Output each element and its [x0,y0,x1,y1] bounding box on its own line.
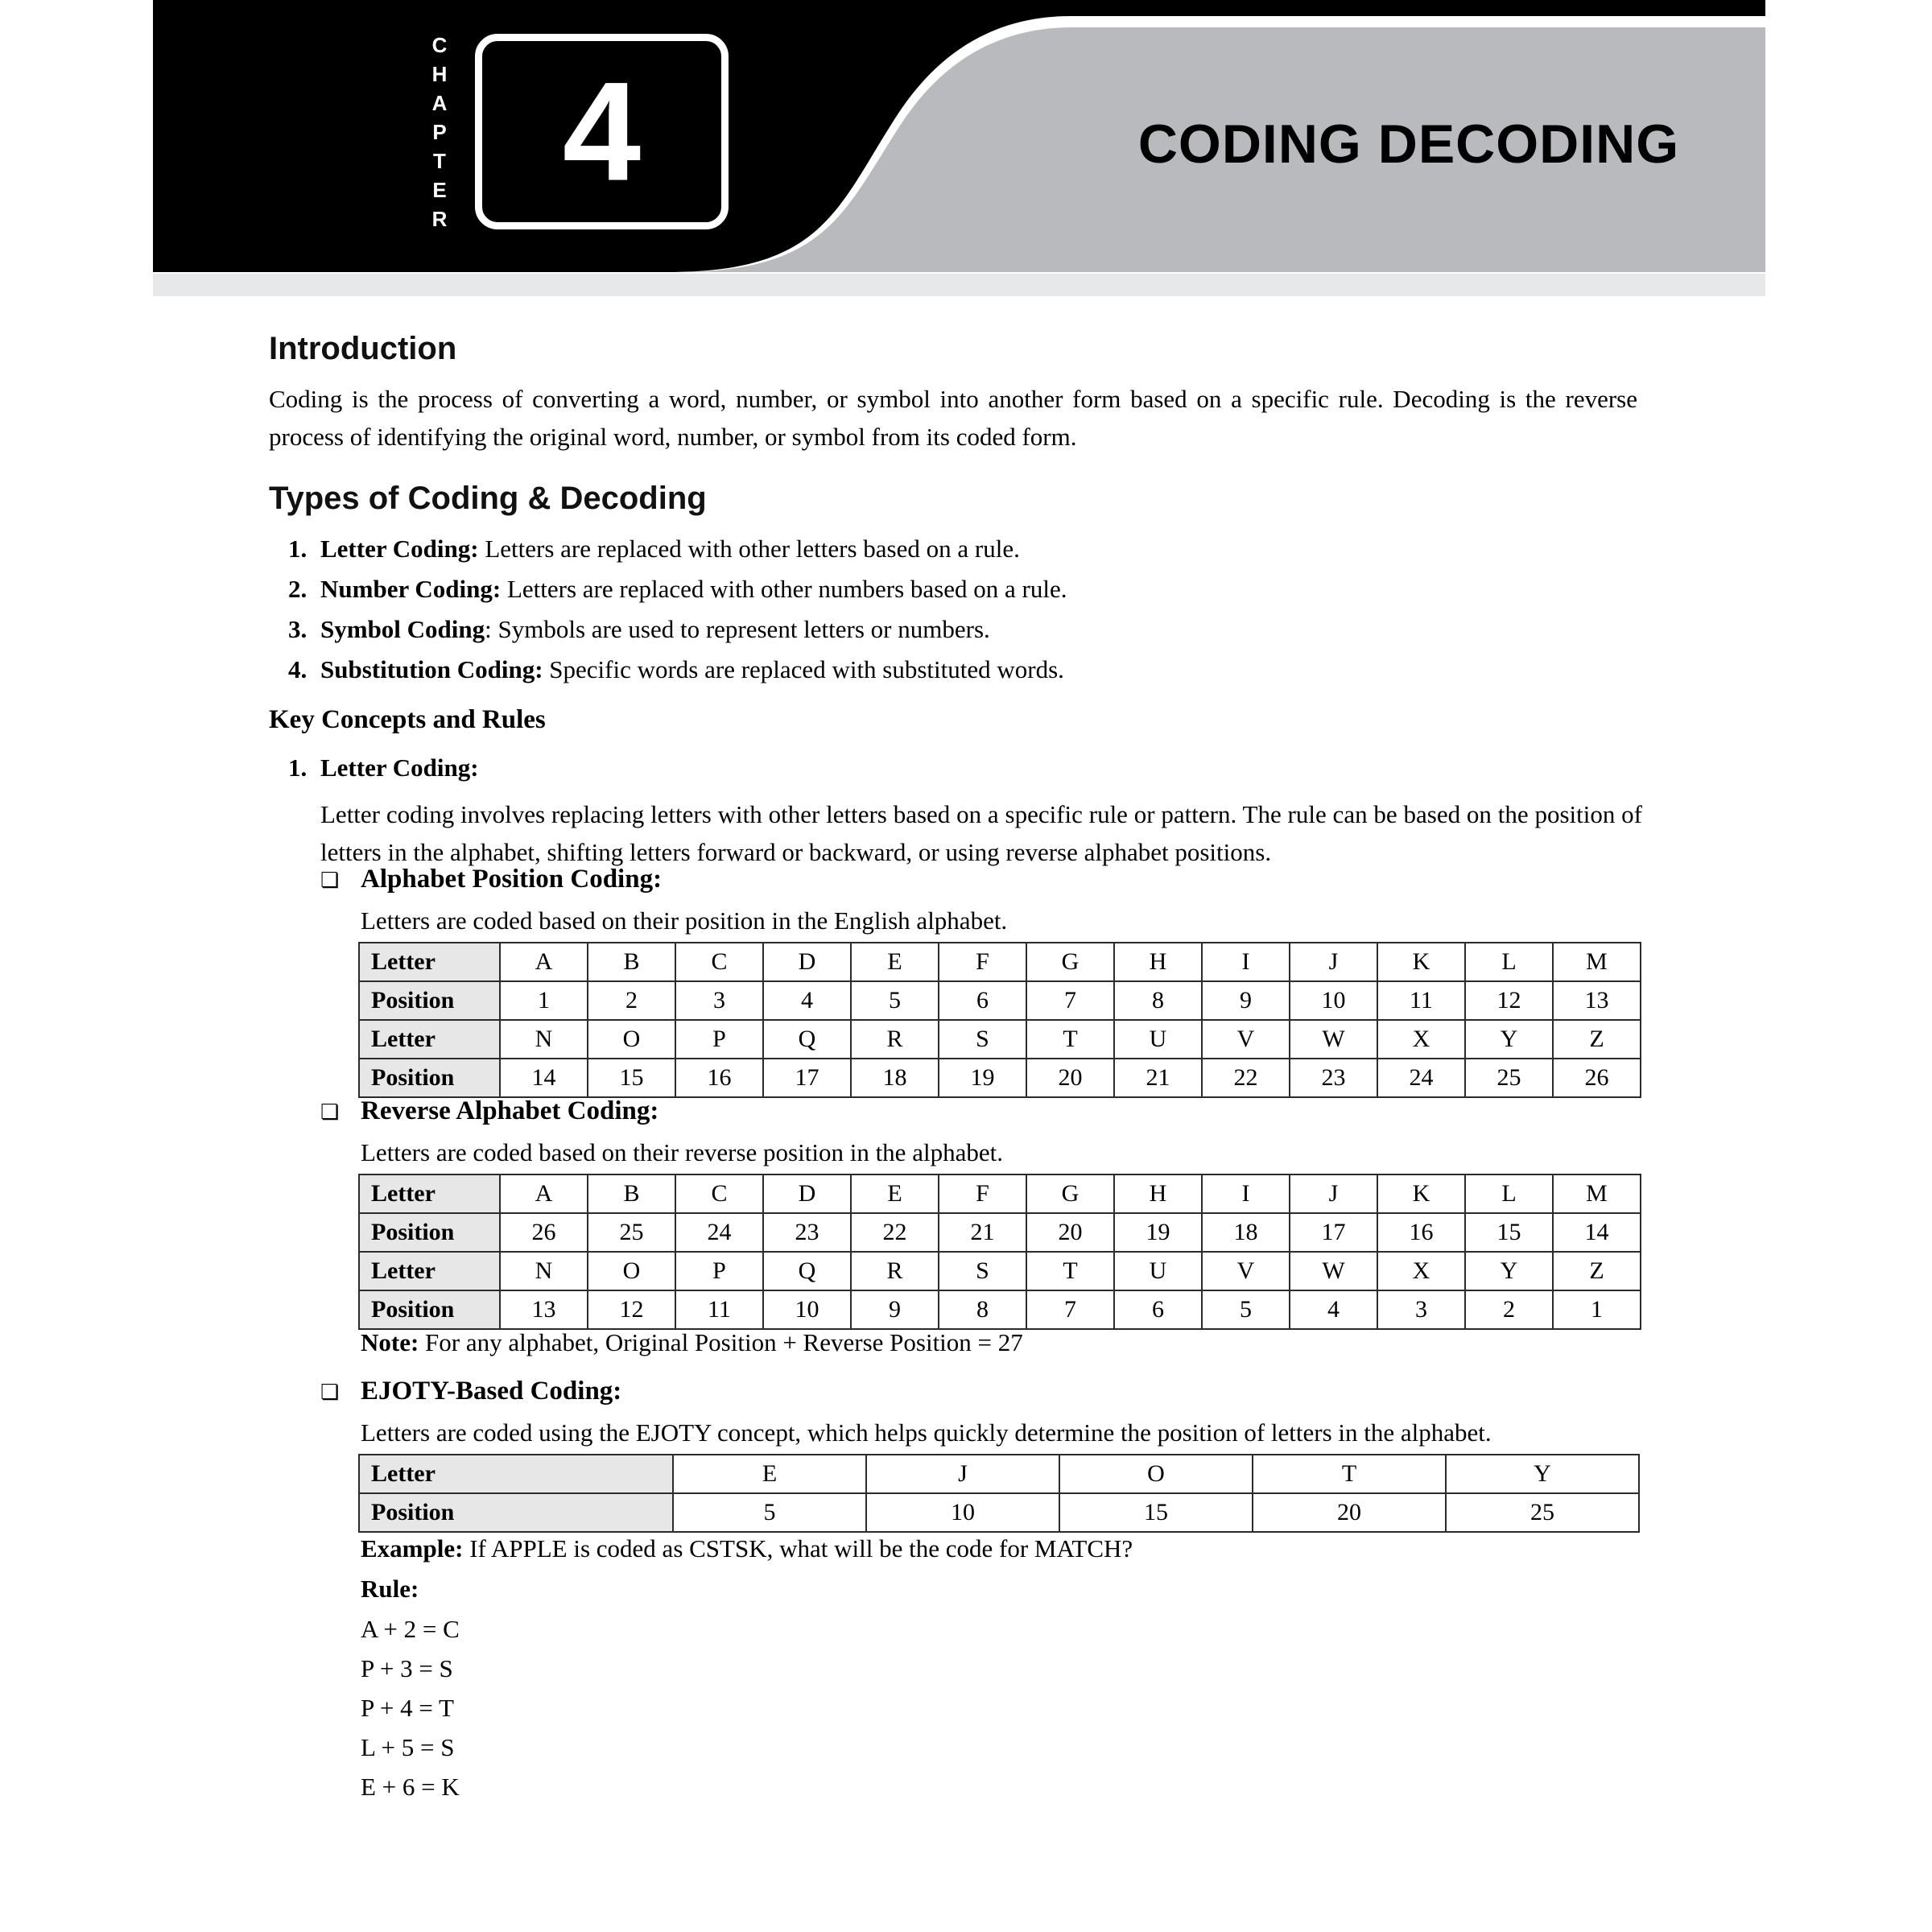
list-term: Letter Coding: [320,753,479,782]
cell: 15 [1465,1213,1553,1252]
table-row [359,1020,1641,1059]
cell: E [673,1455,866,1493]
cell: B [588,1174,675,1213]
cell: J [866,1455,1059,1493]
cell: M [1553,1174,1641,1213]
cell: 3 [675,981,763,1020]
cell: 11 [1377,981,1465,1020]
cell: 9 [1202,981,1290,1020]
cell: J [1290,943,1377,981]
note-label: Note: [361,1328,419,1356]
list-desc: : Symbols are used to represent letters or numbers. [485,615,990,643]
row-label: Letter [359,943,500,981]
cell: 20 [1026,1059,1114,1097]
cell: Z [1553,1252,1641,1290]
cell: Y [1446,1455,1639,1493]
square-bullet-icon: ❏ [320,1100,340,1124]
cell: W [1290,1252,1377,1290]
rule-line-4: L + 5 = S [361,1733,455,1761]
cell: T [1026,1020,1114,1059]
table-row [359,1290,1641,1329]
table-row [359,1174,1641,1213]
cell: 18 [1202,1213,1290,1252]
cell: 21 [1114,1059,1202,1097]
cell: 20 [1253,1493,1446,1532]
example-label: Example: [361,1534,464,1563]
cell: E [851,1174,939,1213]
cell: 22 [1202,1059,1290,1097]
ejoty-bullet [320,1375,1689,1409]
cell: 11 [675,1290,763,1329]
cell: I [1202,1174,1290,1213]
cell: 18 [851,1059,939,1097]
cell: 23 [1290,1059,1377,1097]
cell: 25 [1465,1059,1553,1097]
cell: 8 [1114,981,1202,1020]
cell: Q [763,1020,851,1059]
key-concepts-heading: Key Concepts and Rules [269,705,546,734]
chapter-letter-h: H [431,62,448,86]
chapter-letter-t: T [433,149,446,173]
reverse-alphabet-bullet [320,1095,1689,1129]
cell: P [675,1252,763,1290]
cell: U [1114,1020,1202,1059]
cell: A [500,1174,588,1213]
cell: C [675,1174,763,1213]
rule-line-1: A + 2 = C [361,1615,460,1643]
ejoty-desc: Letters are coded using the EJOTY concept, which helps quickly determine the position of letters in the alphabet. [361,1418,1492,1447]
rule-line-3: P + 4 = T [361,1694,454,1722]
list-desc: Letters are replaced with other letters based on a rule. [478,535,1020,563]
list-number: 1. [288,753,308,782]
cell: 26 [1553,1059,1641,1097]
cell: Q [763,1252,851,1290]
chapter-letter-c: C [431,33,448,57]
cell: V [1202,1252,1290,1290]
cell: 4 [763,981,851,1020]
cell: S [939,1020,1026,1059]
list-number: 3. [288,615,308,643]
list-number: 1. [288,535,308,563]
table-row [359,1493,1639,1532]
alphabet-position-bullet [320,863,1689,897]
list-number: 2. [288,575,308,603]
cell: T [1253,1455,1446,1493]
cell: 16 [1377,1213,1465,1252]
cell: 6 [1114,1290,1202,1329]
chapter-number: 4 [562,53,642,210]
alphabet-position-table [358,942,1641,1098]
chapter-number-box [475,34,729,229]
cell: N [500,1020,588,1059]
reverse-alphabet-table [358,1174,1641,1330]
row-label: Position [359,1493,673,1532]
letter-coding-paragraph: Letter coding involves replacing letters with other letters based on a specific rule or pattern. The rule can be based on the position of letters in the alphabet, shifting letters forward or backward, or using reverse alphabet positions. [320,800,1642,866]
cell: 1 [500,981,588,1020]
cell: 25 [1446,1493,1639,1532]
cell: F [939,1174,1026,1213]
cell: 22 [851,1213,939,1252]
table-row [359,1059,1641,1097]
cell: 6 [939,981,1026,1020]
cell: O [588,1020,675,1059]
cell: 10 [763,1290,851,1329]
cell: Y [1465,1020,1553,1059]
cell: L [1465,943,1553,981]
cell: C [675,943,763,981]
cell: 13 [1553,981,1641,1020]
cell: G [1026,943,1114,981]
cell: 15 [1059,1493,1253,1532]
cell: U [1114,1252,1202,1290]
cell: 19 [939,1059,1026,1097]
cell: 10 [866,1493,1059,1532]
cell: H [1114,943,1202,981]
cell: Z [1553,1020,1641,1059]
cell: 5 [1202,1290,1290,1329]
cell: R [851,1020,939,1059]
table-row [359,1252,1641,1290]
cell: 12 [1465,981,1553,1020]
introduction-paragraph: Coding is the process of converting a word, number, or symbol into another form based on a specific rule. Decoding is the reverse process of identifying the original word, number, or symbol from its coded form. [269,385,1637,451]
cell: 5 [851,981,939,1020]
ejoty-table [358,1454,1640,1533]
cell: 5 [673,1493,866,1532]
cell: 10 [1290,981,1377,1020]
cell: O [588,1252,675,1290]
cell: 16 [675,1059,763,1097]
cell: 14 [500,1059,588,1097]
cell: O [1059,1455,1253,1493]
example-text: If APPLE is coded as CSTSK, what will be the code for MATCH? [463,1534,1133,1563]
chapter-letter-r: R [431,207,448,231]
chapter-letter-a: A [431,91,448,115]
cell: 13 [500,1290,588,1329]
cell: T [1026,1252,1114,1290]
table-row [359,943,1641,981]
cell: 24 [1377,1059,1465,1097]
row-label: Letter [359,1174,500,1213]
row-label: Position [359,1213,500,1252]
cell: 2 [1465,1290,1553,1329]
chapter-banner [153,0,1765,272]
cell: Y [1465,1252,1553,1290]
cell: K [1377,1174,1465,1213]
cell: 19 [1114,1213,1202,1252]
cell: N [500,1252,588,1290]
cell: 21 [939,1213,1026,1252]
cell: 1 [1553,1290,1641,1329]
cell: 17 [763,1059,851,1097]
rule-line-5: E + 6 = K [361,1773,460,1801]
reverse-alphabet-desc: Letters are coded based on their reverse position in the alphabet. [361,1138,1003,1166]
cell: W [1290,1020,1377,1059]
cell: S [939,1252,1026,1290]
list-number: 4. [288,655,308,683]
rule-label [361,1573,1729,1605]
chapter-letter-p: P [432,120,447,144]
cell: 12 [588,1290,675,1329]
table-row [359,1213,1641,1252]
cell: 15 [588,1059,675,1097]
cell: P [675,1020,763,1059]
reverse-alphabet-title: Reverse Alphabet Coding: [361,1096,659,1125]
types-list-item-1 [288,533,1657,565]
square-bullet-icon: ❏ [320,1381,340,1404]
reverse-alphabet-note [361,1327,1729,1359]
chapter-letter-e: E [432,178,447,202]
cell: V [1202,1020,1290,1059]
types-list-item-2 [288,573,1657,605]
ejoty-title: EJOTY-Based Coding: [361,1377,622,1406]
cell: X [1377,1020,1465,1059]
cell: 2 [588,981,675,1020]
cell: 3 [1377,1290,1465,1329]
row-label: Position [359,1059,500,1097]
cell: I [1202,943,1290,981]
rule-label-text: Rule: [361,1575,419,1603]
cell: D [763,943,851,981]
cell: 20 [1026,1213,1114,1252]
cell: R [851,1252,939,1290]
cell: 23 [763,1213,851,1252]
row-label: Position [359,981,500,1020]
cell: X [1377,1252,1465,1290]
alphabet-position-desc: Letters are coded based on their position in the English alphabet. [361,906,1008,935]
types-list-item-4 [288,654,1657,686]
cell: 24 [675,1213,763,1252]
chapter-word-vertical [423,31,456,233]
cell: H [1114,1174,1202,1213]
list-term: Substitution Coding: [320,655,543,683]
alphabet-position-title: Alphabet Position Coding: [361,865,663,894]
cell: 4 [1290,1290,1377,1329]
cell: 14 [1553,1213,1641,1252]
cell: D [763,1174,851,1213]
example-line [361,1533,1729,1565]
cell: 7 [1026,1290,1114,1329]
rule-line-2: P + 3 = S [361,1654,453,1682]
introduction-heading: Introduction [269,331,457,366]
list-term: Symbol Coding [320,615,485,643]
cell: 9 [851,1290,939,1329]
types-list-item-3 [288,613,1657,646]
row-label: Letter [359,1020,500,1059]
list-term: Number Coding: [320,575,502,603]
cell: L [1465,1174,1553,1213]
row-label: Letter [359,1252,500,1290]
table-row [359,1455,1639,1493]
cell: 26 [500,1213,588,1252]
chapter-title: CODING DECODING [1137,114,1680,175]
cell: K [1377,943,1465,981]
banner-underbar [153,274,1765,296]
cell: 25 [588,1213,675,1252]
key-concepts-item-1 [288,752,1657,784]
list-term: Letter Coding: [320,535,479,563]
row-label: Letter [359,1455,673,1493]
cell: 7 [1026,981,1114,1020]
list-desc: Letters are replaced with other numbers based on a rule. [501,575,1067,603]
cell: G [1026,1174,1114,1213]
list-desc: Specific words are replaced with substituted words. [543,655,1064,683]
cell: 8 [939,1290,1026,1329]
square-bullet-icon: ❏ [320,869,340,892]
cell: B [588,943,675,981]
cell: F [939,943,1026,981]
row-label: Position [359,1290,500,1329]
note-text: For any alphabet, Original Position + Reverse Position = 27 [419,1328,1023,1356]
cell: A [500,943,588,981]
cell: 17 [1290,1213,1377,1252]
table-row [359,981,1641,1020]
types-heading: Types of Coding & Decoding [269,481,707,516]
cell: M [1553,943,1641,981]
cell: E [851,943,939,981]
cell: J [1290,1174,1377,1213]
